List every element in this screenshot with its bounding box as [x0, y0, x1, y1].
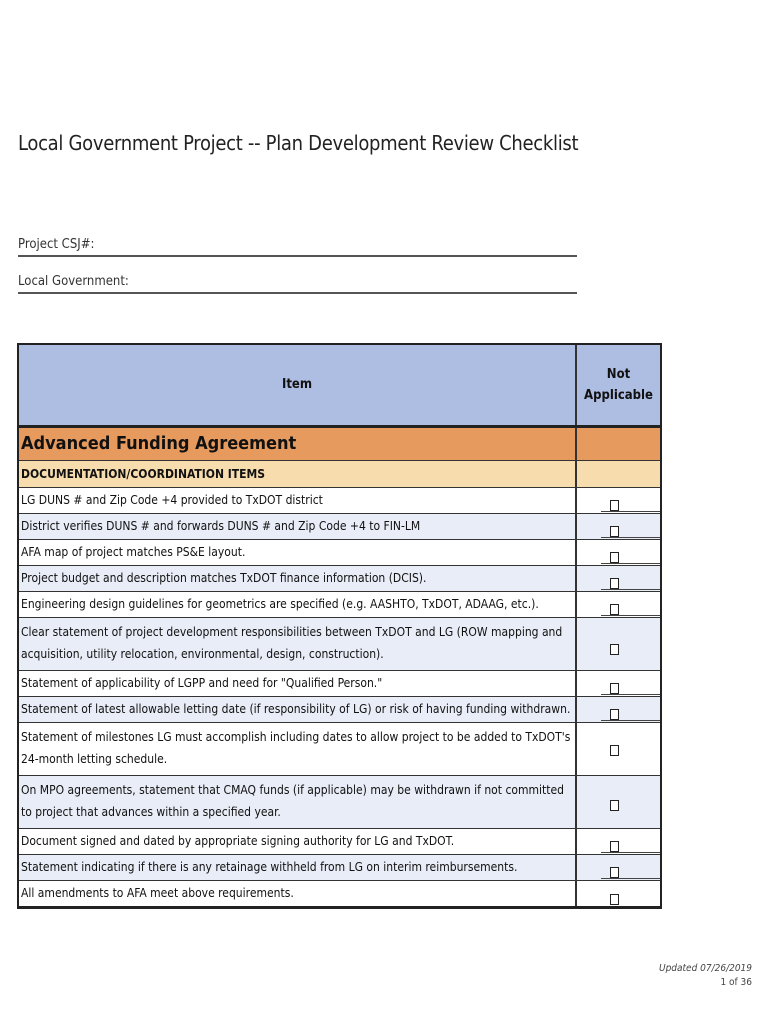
- item-text: Project budget and description matches TxDOT finance information (DCIS).: [19, 566, 577, 591]
- item-text: District verifies DUNS # and forwards DUNS # and Zip Code +4 to FIN-LM: [19, 514, 577, 539]
- section-row: [19, 427, 660, 460]
- item-text: All amendments to AFA meet above requirements.: [19, 881, 577, 906]
- header-item: Item: [19, 345, 577, 425]
- section-title: Advanced Funding Agreement: [19, 428, 577, 460]
- page-title: Local Government Project -- Plan Development Review Checklist: [18, 131, 579, 155]
- table-row: [19, 539, 660, 565]
- table-row: [19, 880, 660, 906]
- underline: [601, 511, 660, 512]
- item-text: Clear statement of project development responsibilities between TxDOT and LG (ROW mapping and acquisition, utility relocation, environmental, design, construction).: [19, 618, 577, 670]
- item-text: Statement of applicability of LGPP and need for "Qualified Person.": [19, 671, 577, 696]
- not-applicable-checkbox[interactable]: [610, 745, 619, 756]
- underline: [601, 537, 660, 538]
- item-text: LG DUNS # and Zip Code +4 provided to TxDOT district: [19, 488, 577, 513]
- underline: [601, 694, 660, 695]
- item-text: Statement of milestones LG must accomplish including dates to allow project to be added to TxDOT's 24-month letting schedule.: [19, 723, 577, 775]
- underline: [601, 589, 660, 590]
- table-header-row: [19, 345, 660, 427]
- underline: [601, 615, 660, 616]
- header-not-applicable-label: Not Applicable: [584, 367, 653, 403]
- item-text: On MPO agreements, statement that CMAQ funds (if applicable) may be withdrawn if not committed to project that advances within a specified year.: [19, 776, 577, 828]
- table-row: [19, 591, 660, 617]
- table-row: [19, 617, 660, 670]
- updated-date: Updated 07/26/2019: [658, 963, 752, 974]
- header-not-applicable: [577, 345, 660, 425]
- table-row: [19, 565, 660, 591]
- not-applicable-checkbox[interactable]: [610, 644, 619, 655]
- underline: [601, 563, 660, 564]
- not-applicable-checkbox[interactable]: [610, 500, 619, 511]
- underline: [601, 852, 660, 853]
- not-applicable-checkbox[interactable]: [610, 841, 619, 852]
- page-number: 1 of 36: [720, 977, 752, 988]
- not-applicable-checkbox[interactable]: [610, 894, 619, 905]
- item-text: Statement indicating if there is any retainage withheld from LG on interim reimbursements.: [19, 855, 577, 880]
- underline: [601, 720, 660, 721]
- local-government-field[interactable]: [18, 271, 577, 294]
- not-applicable-checkbox[interactable]: [610, 709, 619, 720]
- underline: [601, 878, 660, 879]
- not-applicable-checkbox[interactable]: [610, 800, 619, 811]
- subsection-title: DOCUMENTATION/COORDINATION ITEMS: [19, 461, 577, 487]
- item-text: Document signed and dated by appropriate signing authority for LG and TxDOT.: [19, 829, 577, 854]
- table-row: [19, 513, 660, 539]
- not-applicable-checkbox[interactable]: [610, 604, 619, 615]
- table-row: [19, 487, 660, 513]
- table-row: [19, 670, 660, 696]
- table-row: [19, 722, 660, 775]
- item-text: Engineering design guidelines for geometrics are specified (e.g. AASHTO, TxDOT, ADAAG, etc.).: [19, 592, 577, 617]
- item-text: AFA map of project matches PS&E layout.: [19, 540, 577, 565]
- checklist-table: [17, 343, 662, 909]
- not-applicable-checkbox[interactable]: [610, 867, 619, 878]
- subsection-row: [19, 460, 660, 487]
- project-csj-label: Project CSJ#:: [18, 237, 95, 252]
- table-row: [19, 828, 660, 854]
- item-text: Statement of latest allowable letting date (if responsibility of LG) or risk of having funding withdrawn.: [19, 697, 577, 722]
- not-applicable-checkbox[interactable]: [610, 683, 619, 694]
- not-applicable-checkbox[interactable]: [610, 578, 619, 589]
- table-row: [19, 775, 660, 828]
- not-applicable-checkbox[interactable]: [610, 552, 619, 563]
- project-csj-field[interactable]: [18, 234, 577, 257]
- not-applicable-checkbox[interactable]: [610, 526, 619, 537]
- table-row: [19, 854, 660, 880]
- table-row: [19, 696, 660, 722]
- local-government-label: Local Government:: [18, 274, 129, 289]
